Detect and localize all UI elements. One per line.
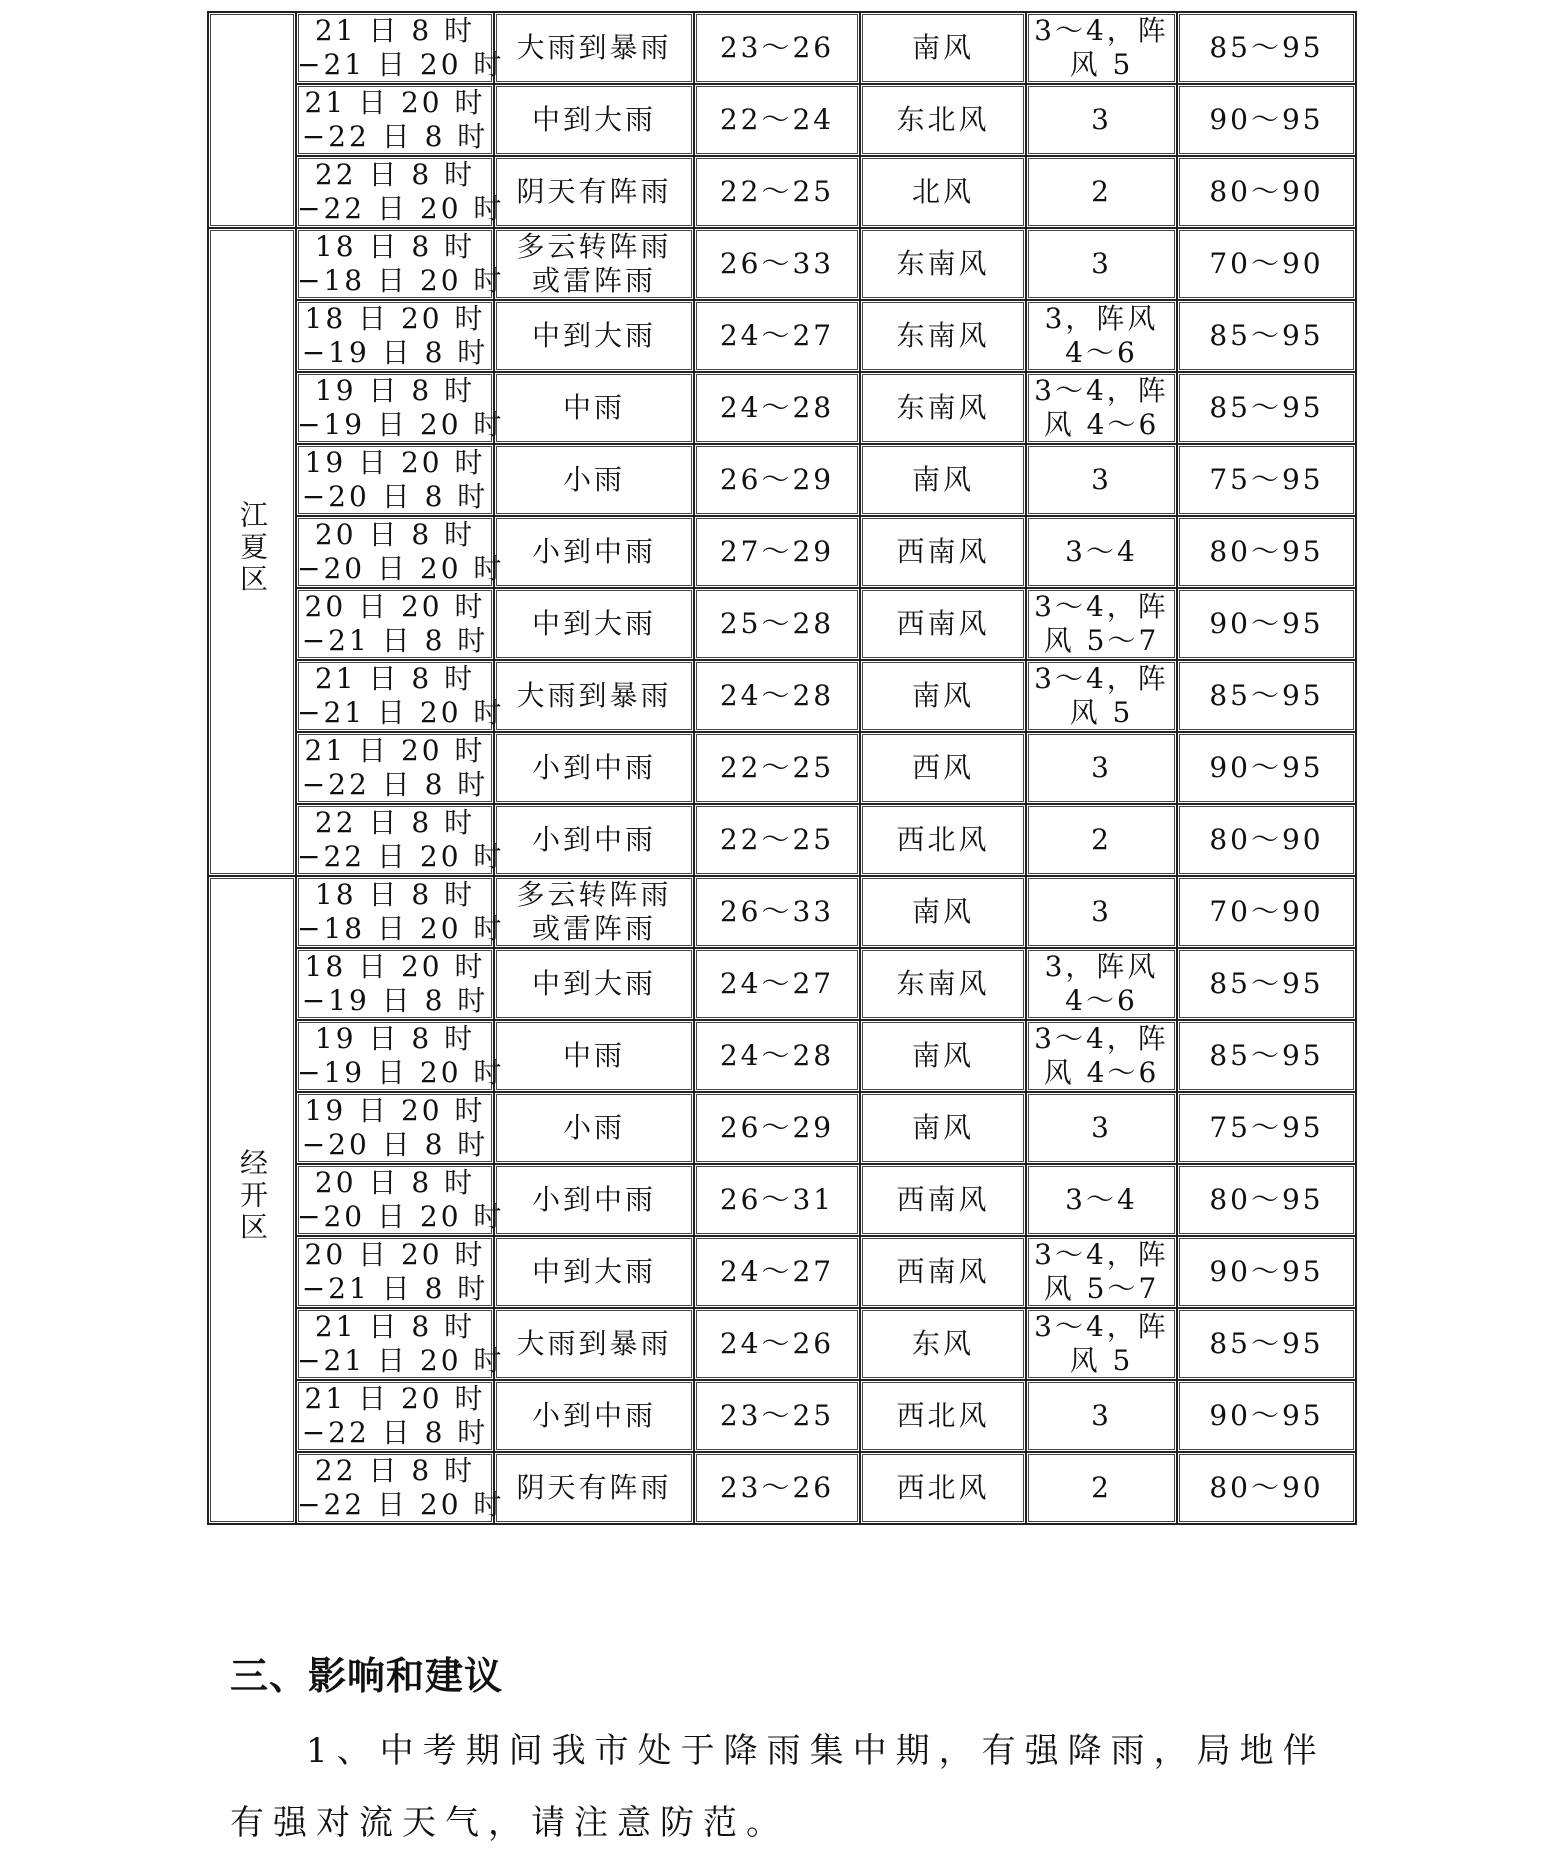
weather-cell (495, 949, 695, 1021)
cell-line: −19 日 20 时 (297, 1056, 505, 1089)
cell-line: 20 日 8 时 (314, 1166, 476, 1199)
humidity-cell: 85～95 (1178, 373, 1357, 445)
cell-line: 3 (1091, 103, 1112, 136)
cell-line: 3，阵风 (1044, 302, 1159, 335)
weather-cell (495, 589, 695, 661)
wind-direction-cell: 东风 (861, 1309, 1027, 1381)
cell-line: −22 日 20 时 (297, 192, 505, 225)
table-row (209, 589, 1357, 661)
cell-line: 3～4，阵 (1034, 590, 1169, 623)
cell-line: 3，阵风 (1044, 950, 1159, 983)
wind-direction-cell: 东南风 (861, 301, 1027, 373)
cell-line: −19 日 8 时 (301, 336, 489, 369)
weather-cell (495, 1237, 695, 1309)
temperature-cell: 26～29 (695, 445, 861, 517)
wind-level-cell (1027, 301, 1178, 373)
wind-direction-cell: 南风 (861, 1093, 1027, 1165)
wind-level-cell (1027, 373, 1178, 445)
district-name: 经开区 (236, 1148, 269, 1244)
cell-line: 小到中雨 (531, 1183, 656, 1216)
cell-line: 3 (1091, 463, 1112, 496)
weather-cell (495, 1453, 695, 1525)
temperature-cell: 23～26 (695, 1453, 861, 1525)
table-row (209, 661, 1357, 733)
cell-line: 小到中雨 (531, 751, 656, 784)
cell-line: 风 5 (1069, 1344, 1134, 1377)
humidity-cell: 85～95 (1178, 661, 1357, 733)
period-cell (297, 1309, 505, 1381)
cell-line: −22 日 20 时 (297, 840, 505, 873)
cell-line: 3 (1091, 895, 1112, 928)
temperature-cell: 22～25 (695, 157, 861, 229)
humidity-cell: 80～95 (1178, 517, 1357, 589)
cell-line: 或雷阵雨 (531, 912, 656, 945)
weather-cell (495, 85, 695, 157)
temperature-cell: 24～28 (695, 373, 861, 445)
weather-cell (495, 157, 695, 229)
humidity-cell: 80～90 (1178, 1453, 1357, 1525)
table-row (209, 805, 1357, 877)
temperature-cell: 22～25 (695, 733, 861, 805)
period-cell (297, 733, 495, 805)
wind-level-cell (1027, 1093, 1178, 1165)
section-heading: 三、影响和建议 (230, 1654, 504, 1698)
period-cell (297, 517, 505, 589)
humidity-cell: 80～95 (1178, 1165, 1357, 1237)
cell-line: 中到大雨 (531, 1255, 656, 1288)
cell-line: 21 日 8 时 (314, 662, 476, 695)
cell-line: 中到大雨 (531, 607, 656, 640)
cell-line: 3 (1091, 751, 1112, 784)
period-cell (297, 85, 495, 157)
wind-direction-cell: 东南风 (861, 373, 1027, 445)
temperature-cell: 26～33 (695, 229, 861, 301)
wind-level-cell (1027, 445, 1178, 517)
weather-cell (495, 877, 695, 949)
table-row (209, 301, 1357, 373)
wind-direction-cell: 西南风 (861, 1237, 1027, 1309)
cell-line: 21 日 8 时 (314, 14, 476, 47)
cell-line: 风 4～6 (1043, 408, 1160, 441)
cell-line: −22 日 8 时 (301, 768, 489, 801)
cell-line: 4～6 (1065, 984, 1138, 1017)
cell-line: 22 日 8 时 (314, 1454, 476, 1487)
period-cell (297, 1381, 495, 1453)
table-row (209, 1237, 1357, 1309)
cell-line: 中雨 (562, 1039, 625, 1072)
cell-line: 18 日 8 时 (314, 878, 476, 911)
weather-cell (495, 1093, 695, 1165)
weather-cell (495, 13, 695, 85)
cell-line: −19 日 8 时 (301, 984, 489, 1017)
period-cell (297, 877, 505, 949)
temperature-cell: 24～27 (695, 949, 861, 1021)
table-row (209, 157, 1357, 229)
cell-line: −21 日 8 时 (301, 1272, 489, 1305)
humidity-cell: 70～90 (1178, 229, 1357, 301)
cell-line: 3～4，阵 (1034, 1022, 1169, 1055)
cell-line: 3～4，阵 (1034, 374, 1169, 407)
wind-direction-cell: 西北风 (861, 1381, 1027, 1453)
humidity-cell: 80～90 (1178, 805, 1357, 877)
advice-paragraph: 1、中考期间我市处于降雨集中期，有强降雨，局地伴有强对流天气，请注意防范。 (230, 1731, 1326, 1843)
cell-line: 小雨 (562, 463, 625, 496)
weather-cell (495, 301, 695, 373)
table-row (209, 373, 1357, 445)
cell-line: 阴天有阵雨 (516, 1471, 672, 1504)
cell-line: 19 日 8 时 (314, 374, 476, 407)
cell-line: −21 日 20 时 (297, 696, 505, 729)
wind-direction-cell: 东北风 (861, 85, 1027, 157)
wind-direction-cell: 南风 (861, 1021, 1027, 1093)
cell-line: 风 5 (1069, 696, 1134, 729)
weather-cell (495, 805, 695, 877)
table-row (209, 1165, 1357, 1237)
humidity-cell: 90～95 (1178, 589, 1357, 661)
wind-level-cell (1027, 1165, 1178, 1237)
wind-level-cell (1027, 229, 1178, 301)
cell-line: −21 日 20 时 (297, 1344, 505, 1377)
wind-level-cell (1027, 877, 1178, 949)
temperature-cell: 26～33 (695, 877, 861, 949)
temperature-cell: 26～29 (695, 1093, 861, 1165)
humidity-cell: 85～95 (1178, 13, 1357, 85)
period-cell (297, 157, 505, 229)
cell-line: 多云转阵雨 (516, 878, 672, 911)
cell-line: 19 日 20 时 (304, 1094, 486, 1127)
cell-line: 3～4，阵 (1034, 662, 1169, 695)
wind-direction-cell: 东南风 (861, 949, 1027, 1021)
period-cell (297, 1165, 505, 1237)
cell-line: 20 日 20 时 (304, 1238, 486, 1271)
wind-direction-cell: 西南风 (861, 517, 1027, 589)
district-name: 江夏区 (236, 500, 269, 596)
humidity-cell: 75～95 (1178, 1093, 1357, 1165)
temperature-cell: 24～27 (695, 301, 861, 373)
cell-line: 多云转阵雨 (516, 230, 672, 263)
wind-direction-cell: 西风 (861, 733, 1027, 805)
cell-line: −22 日 20 时 (297, 1488, 505, 1521)
wind-direction-cell: 西南风 (861, 1165, 1027, 1237)
cell-line: 2 (1091, 823, 1112, 856)
wind-level-cell (1027, 589, 1178, 661)
cell-line: 3～4，阵 (1034, 1310, 1169, 1343)
cell-line: 3 (1091, 1111, 1112, 1144)
cell-line: −19 日 20 时 (297, 408, 505, 441)
period-cell (297, 949, 495, 1021)
wind-level-cell (1027, 1237, 1178, 1309)
temperature-cell: 22～24 (695, 85, 861, 157)
cell-line: 小到中雨 (531, 823, 656, 856)
wind-level-cell (1027, 1453, 1178, 1525)
cell-line: −20 日 20 时 (297, 1200, 505, 1233)
cell-line: −20 日 20 时 (297, 552, 505, 585)
table-row (209, 733, 1357, 805)
wind-level-cell (1027, 805, 1178, 877)
cell-line: 2 (1091, 1471, 1112, 1504)
cell-line: −20 日 8 时 (301, 480, 489, 513)
cell-line: 22 日 8 时 (314, 806, 476, 839)
temperature-cell: 27～29 (695, 517, 861, 589)
temperature-cell: 26～31 (695, 1165, 861, 1237)
cell-line: 18 日 20 时 (304, 302, 486, 335)
temperature-cell: 25～28 (695, 589, 861, 661)
period-cell (297, 661, 505, 733)
weather-cell (495, 1021, 695, 1093)
weather-cell (495, 1165, 695, 1237)
table-row (209, 229, 1357, 301)
wind-level-cell (1027, 733, 1178, 805)
temperature-cell: 24～28 (695, 1021, 861, 1093)
cell-line: 22 日 8 时 (314, 158, 476, 191)
weather-cell (495, 1309, 695, 1381)
cell-line: −18 日 20 时 (297, 912, 505, 945)
cell-line: 大雨到暴雨 (516, 1327, 672, 1360)
humidity-cell: 90～95 (1178, 733, 1357, 805)
weather-cell (495, 1381, 695, 1453)
wind-level-cell (1027, 13, 1178, 85)
cell-line: 20 日 20 时 (304, 590, 486, 623)
table-row (209, 949, 1357, 1021)
forecast-table-body (209, 13, 1357, 1525)
wind-direction-cell: 东南风 (861, 229, 1027, 301)
cell-line: 风 5～7 (1043, 1272, 1160, 1305)
forecast-table (207, 11, 1357, 1525)
temperature-cell: 22～25 (695, 805, 861, 877)
cell-line: 3 (1091, 1399, 1112, 1432)
cell-line: 18 日 20 时 (304, 950, 486, 983)
weather-cell (495, 517, 695, 589)
temperature-cell: 23～25 (695, 1381, 861, 1453)
period-cell (297, 301, 495, 373)
period-cell (297, 1093, 495, 1165)
period-cell (297, 589, 495, 661)
cell-line: −20 日 8 时 (301, 1128, 489, 1161)
weather-cell (495, 373, 695, 445)
cell-line: 3～4 (1065, 535, 1138, 568)
cell-line: 3 (1091, 247, 1112, 280)
cell-line: −21 日 20 时 (297, 48, 505, 81)
wind-level-cell (1027, 661, 1178, 733)
temperature-cell: 24～26 (695, 1309, 861, 1381)
humidity-cell: 90～95 (1178, 1381, 1357, 1453)
cell-line: 中到大雨 (531, 967, 656, 1000)
wind-direction-cell: 北风 (861, 157, 1027, 229)
cell-line: 小到中雨 (531, 1399, 656, 1432)
humidity-cell: 90～95 (1178, 1237, 1357, 1309)
temperature-cell: 23～26 (695, 13, 861, 85)
weather-cell (495, 661, 695, 733)
wind-direction-cell: 南风 (861, 661, 1027, 733)
wind-level-cell (1027, 85, 1178, 157)
table-row (209, 1309, 1357, 1381)
period-cell (297, 1453, 505, 1525)
table-row (209, 85, 1357, 157)
humidity-cell: 85～95 (1178, 949, 1357, 1021)
cell-line: 19 日 20 时 (304, 446, 486, 479)
cell-line: 大雨到暴雨 (516, 679, 672, 712)
wind-direction-cell: 南风 (861, 13, 1027, 85)
wind-direction-cell: 南风 (861, 445, 1027, 517)
table-row (209, 445, 1357, 517)
temperature-cell: 24～27 (695, 1237, 861, 1309)
cell-line: 中雨 (562, 391, 625, 424)
cell-line: 3～4 (1065, 1183, 1138, 1216)
weather-cell (495, 229, 695, 301)
cell-line: 风 5 (1069, 48, 1134, 81)
wind-direction-cell: 西南风 (861, 589, 1027, 661)
wind-level-cell (1027, 949, 1178, 1021)
humidity-cell: 90～95 (1178, 85, 1357, 157)
cell-line: 20 日 8 时 (314, 518, 476, 551)
humidity-cell: 85～95 (1178, 1309, 1357, 1381)
cell-line: 18 日 8 时 (314, 230, 476, 263)
humidity-cell: 80～90 (1178, 157, 1357, 229)
table-row (209, 1093, 1357, 1165)
wind-level-cell (1027, 517, 1178, 589)
table-row (209, 1453, 1357, 1525)
cell-line: −21 日 8 时 (301, 624, 489, 657)
period-cell (297, 1237, 495, 1309)
table-row (209, 877, 1357, 949)
table-row (209, 13, 1357, 85)
period-cell (297, 445, 495, 517)
cell-line: 或雷阵雨 (531, 264, 656, 297)
district-cell (209, 229, 297, 877)
weather-cell (495, 445, 695, 517)
district-cell (209, 13, 297, 229)
cell-line: −18 日 20 时 (297, 264, 505, 297)
cell-line: 3～4，阵 (1034, 1238, 1169, 1271)
humidity-cell: 85～95 (1178, 1021, 1357, 1093)
cell-line: 中到大雨 (531, 103, 656, 136)
cell-line: 4～6 (1065, 336, 1138, 369)
cell-line: 2 (1091, 175, 1112, 208)
cell-line: 21 日 20 时 (304, 86, 486, 119)
wind-level-cell (1027, 1381, 1178, 1453)
cell-line: 中到大雨 (531, 319, 656, 352)
period-cell (297, 229, 505, 301)
cell-line: 小雨 (562, 1111, 625, 1144)
wind-direction-cell: 西北风 (861, 1453, 1027, 1525)
cell-line: −22 日 8 时 (301, 1416, 489, 1449)
district-cell (209, 877, 297, 1525)
cell-line: 小到中雨 (531, 535, 656, 568)
weather-cell (495, 733, 695, 805)
period-cell (297, 373, 505, 445)
temperature-cell: 24～28 (695, 661, 861, 733)
cell-line: 21 日 20 时 (304, 1382, 486, 1415)
table-row (209, 1381, 1357, 1453)
period-cell (297, 1021, 505, 1093)
table-row (209, 517, 1357, 589)
cell-line: 大雨到暴雨 (516, 31, 672, 64)
wind-direction-cell: 西北风 (861, 805, 1027, 877)
cell-line: 3～4，阵 (1034, 14, 1169, 47)
period-cell (297, 13, 505, 85)
humidity-cell: 85～95 (1178, 301, 1357, 373)
cell-line: 阴天有阵雨 (516, 175, 672, 208)
cell-line: −22 日 8 时 (301, 120, 489, 153)
table-row (209, 1021, 1357, 1093)
wind-direction-cell: 南风 (861, 877, 1027, 949)
wind-level-cell (1027, 157, 1178, 229)
cell-line: 风 5～7 (1043, 624, 1160, 657)
wind-level-cell (1027, 1021, 1178, 1093)
humidity-cell: 70～90 (1178, 877, 1357, 949)
cell-line: 19 日 8 时 (314, 1022, 476, 1055)
wind-level-cell (1027, 1309, 1178, 1381)
period-cell (297, 805, 505, 877)
cell-line: 风 4～6 (1043, 1056, 1160, 1089)
cell-line: 21 日 8 时 (314, 1310, 476, 1343)
humidity-cell: 75～95 (1178, 445, 1357, 517)
cell-line: 21 日 20 时 (304, 734, 486, 767)
